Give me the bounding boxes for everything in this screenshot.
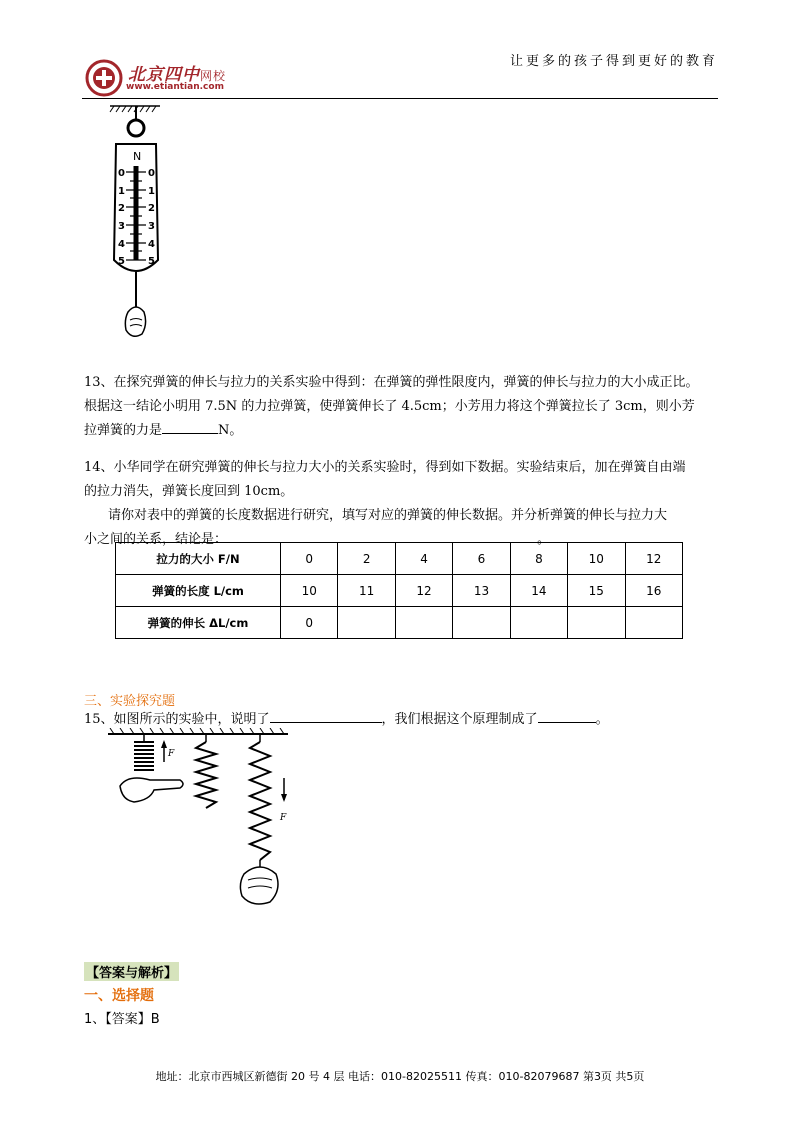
q13-line3 xyxy=(84,419,724,443)
row-label: 拉力的大小 F/N xyxy=(116,543,281,575)
spring-experiment-figure xyxy=(108,728,308,908)
table-cell: 14 xyxy=(510,575,567,607)
table-cell-blank[interactable] xyxy=(395,607,452,639)
table-cell: 2 xyxy=(338,543,395,575)
spring-scale-figure xyxy=(100,100,190,340)
table-cell: 12 xyxy=(395,575,452,607)
logo-url: www.etiantian.com xyxy=(126,82,224,92)
page-footer: 地址：北京市西城区新德街 20 号 4 层 电话：010-82025511 传真：010-82079687 第3页 共5页 xyxy=(155,1070,645,1083)
scale-tick-left: 1 xyxy=(118,186,125,197)
q15-pre: 15、如图所示的实验中，说明了 xyxy=(84,712,270,727)
scale-tick-left: 5 xyxy=(118,256,125,267)
question-13 xyxy=(84,371,724,443)
table-cell-blank[interactable] xyxy=(338,607,395,639)
logo-emblem-icon xyxy=(84,58,126,98)
logo-name: 北京四中 xyxy=(128,65,200,85)
scale-tick-right: 3 xyxy=(148,221,155,232)
table-cell: 12 xyxy=(625,543,682,575)
table-cell: 15 xyxy=(568,575,625,607)
section-heading: 三、实验探究题 xyxy=(84,694,176,709)
table-cell: 8 xyxy=(510,543,567,575)
table-cell: 10 xyxy=(281,575,338,607)
q13-line2: 根据这一结论小明用 7.5N 的力拉弹簧，使弹簧伸长了 4.5cm；小芳用力将这个弹簧拉长了 3cm，则小芳 xyxy=(84,399,695,414)
answers-subheading: 一、选择题 xyxy=(84,988,154,1004)
q15-mid: ，我们根据这个原理制成了 xyxy=(381,712,538,727)
data-table xyxy=(115,542,683,639)
table-cell-blank[interactable] xyxy=(510,607,567,639)
force-label-up: F xyxy=(168,749,175,759)
scale-unit-label: N xyxy=(133,150,142,163)
row-label: 弹簧的长度 L/cm xyxy=(116,575,281,607)
header-slogan: 让更多的孩子得到更好的教育 xyxy=(509,54,718,69)
scale-tick-right: 5 xyxy=(148,256,155,267)
q15-blank-2[interactable] xyxy=(538,708,596,723)
scale-tick-right: 2 xyxy=(148,203,155,214)
table-cell: 0 xyxy=(281,607,338,639)
q13-line3-post: N。 xyxy=(218,423,243,438)
table-cell-blank[interactable] xyxy=(625,607,682,639)
table-row xyxy=(116,607,683,639)
q13-answer-blank[interactable] xyxy=(162,419,218,434)
q13-line1: 13、在探究弹簧的伸长与拉力的关系实验中得到：在弹簧的弹性限度内，弹簧的伸长与拉力的大小成正比。 xyxy=(84,375,699,390)
scale-tick-left: 4 xyxy=(118,239,125,250)
table-cell: 0 xyxy=(281,543,338,575)
table-cell: 10 xyxy=(568,543,625,575)
q14-line2: 的拉力消失，弹簧长度回到 10cm。 xyxy=(84,484,294,499)
answers-heading: 【答案与解析】 xyxy=(84,962,179,981)
header-rule xyxy=(82,98,718,99)
q14-line1: 14、小华同学在研究弹簧的伸长与拉力大小的关系实验时，得到如下数据。实验结束后，加在弹簧自由端 xyxy=(84,460,686,475)
table-cell: 4 xyxy=(395,543,452,575)
table-cell: 16 xyxy=(625,575,682,607)
q15-post: 。 xyxy=(595,712,609,727)
q14-line4-post: 。 xyxy=(537,532,551,547)
row-label: 弹簧的伸长 ΔL/cm xyxy=(116,607,281,639)
q14-line4-pre: 小之间的关系，结论是： xyxy=(84,532,228,547)
table-cell-blank[interactable] xyxy=(568,607,625,639)
force-label-down: F xyxy=(280,813,287,823)
question-14 xyxy=(84,456,724,552)
q14-conclusion-blank[interactable] xyxy=(237,528,537,543)
scale-tick-left: 2 xyxy=(118,203,125,214)
scale-tick-right: 4 xyxy=(148,239,155,250)
answer-1: 1、【答案】B xyxy=(84,1012,160,1027)
scale-tick-right: 1 xyxy=(148,186,155,197)
q14-line3: 请你对表中的弹簧的长度数据进行研究，填写对应的弹簧的伸长数据。并分析弹簧的伸长与拉力大 xyxy=(108,508,668,523)
scale-tick-left: 3 xyxy=(118,221,125,232)
table-row xyxy=(116,575,683,607)
table-cell: 11 xyxy=(338,575,395,607)
q13-line3-pre: 拉弹簧的力是 xyxy=(84,423,163,438)
table-cell: 6 xyxy=(453,543,510,575)
logo-suffix: 网校 xyxy=(200,69,227,83)
scale-tick-left: 0 xyxy=(118,168,125,179)
table-cell: 13 xyxy=(453,575,510,607)
q15-blank-1[interactable] xyxy=(270,708,382,723)
scale-tick-right: 0 xyxy=(148,168,155,179)
table-cell-blank[interactable] xyxy=(453,607,510,639)
table-row xyxy=(116,543,683,575)
